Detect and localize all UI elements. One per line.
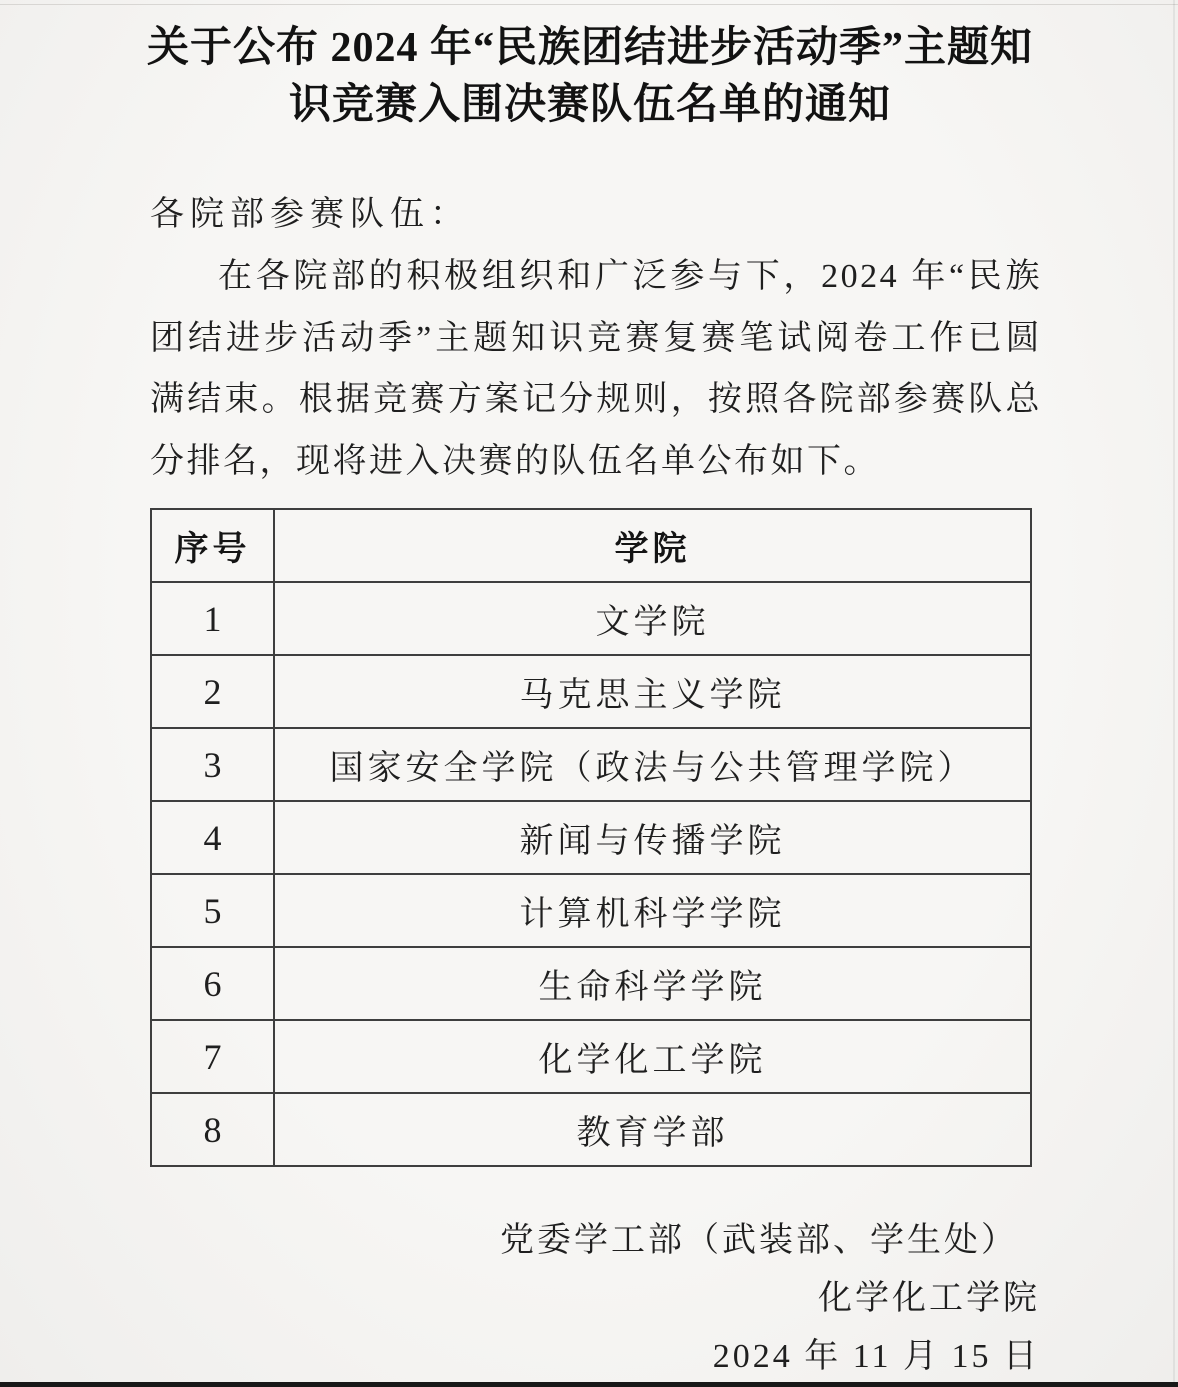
row-number-cell: 4 [151,801,274,874]
college-name-cell: 马克思主义学院 [274,655,1031,728]
college-name-cell: 计算机科学学院 [274,874,1031,947]
college-name-cell: 国家安全学院（政法与公共管理学院） [274,728,1031,801]
notice-title-line-1: 关于公布 2024 年“民族团结进步活动季”主题知 [146,25,1033,71]
row-number-cell: 3 [151,728,274,801]
table-row [151,947,1031,1020]
row-number-cell: 2 [151,655,274,728]
notice-title [144,20,1036,134]
row-number-cell: 5 [151,874,274,947]
signature-block [500,1212,1040,1386]
table-row [151,728,1031,801]
table-header-row [151,509,1031,582]
notice-body-paragraph: 在各院部的积极组织和广泛参与下，2024 年“民族团结进步活动季”主题知识竞赛复赛笔试阅卷工作已圆满结束。根据竞赛方案记分规则，按照各院部参赛队总分排名，现将进入决赛的队伍名单公布如下。 [150,258,1042,480]
signature-department: 党委学工部（武装部、学生处） [500,1222,1018,1259]
top-divider-line [0,4,1178,5]
bottom-divider-line [0,1382,1178,1387]
signature-college: 化学化工学院 [818,1280,1040,1317]
college-name-cell: 教育学部 [274,1093,1031,1166]
college-name-cell: 新闻与传播学院 [274,801,1031,874]
table-row [151,582,1031,655]
scan-edge-shadow [1173,0,1175,1387]
row-number-cell: 6 [151,947,274,1020]
row-number-cell: 8 [151,1093,274,1166]
table-row [151,874,1031,947]
table-row [151,1093,1031,1166]
table-row [151,801,1031,874]
table-row [151,1020,1031,1093]
row-number-cell: 1 [151,582,274,655]
college-table-body [151,582,1031,1166]
finalist-table-header [151,509,1031,582]
college-name-cell: 文学院 [274,582,1031,655]
salutation-text: 各院部参赛队伍： [150,196,470,233]
notice-title-line-2: 识竞赛入围决赛队伍名单的通知 [288,82,891,128]
finalist-table [150,508,1032,1167]
signature-date: 2024 年 11 月 15 日 [712,1338,1040,1375]
table-header-no: 序号 [151,509,274,582]
row-number-cell: 7 [151,1020,274,1093]
table-row [151,655,1031,728]
table-header-college: 学院 [274,509,1031,582]
college-name-cell: 生命科学学院 [274,947,1031,1020]
college-name-cell: 化学化工学院 [274,1020,1031,1093]
